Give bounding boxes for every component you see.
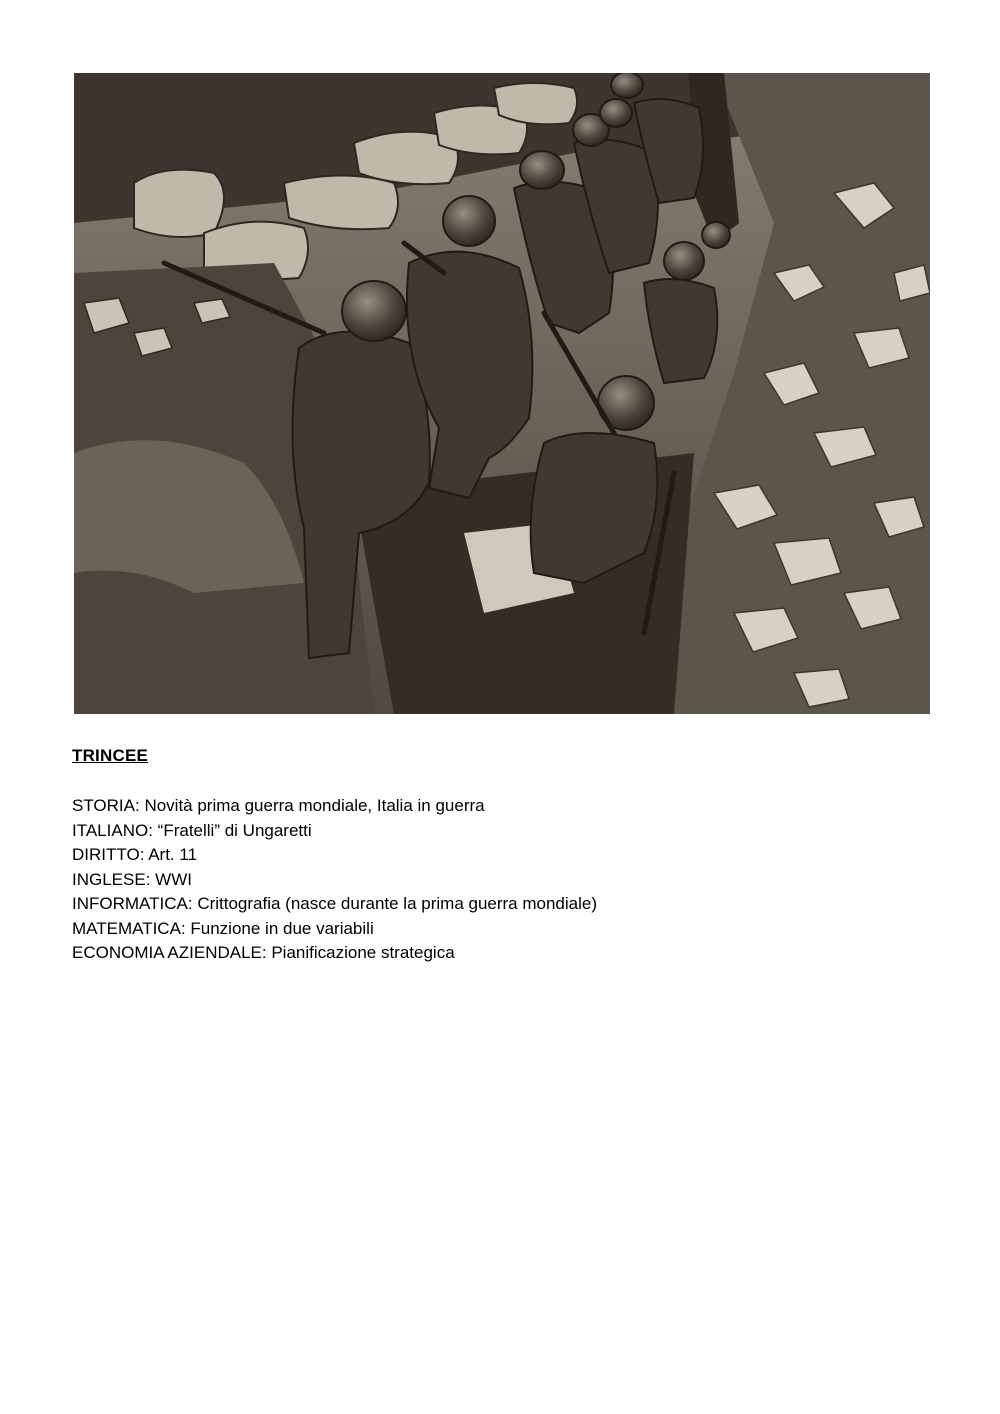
subject-topic: “Fratelli” di Ungaretti — [157, 820, 312, 840]
subject-name: ECONOMIA AZIENDALE — [72, 943, 262, 962]
subject-name: INFORMATICA — [72, 894, 188, 913]
subject-line: ITALIANO: “Fratelli” di Ungaretti — [72, 820, 312, 840]
subject-line: STORIA: Novità prima guerra mondiale, Italia in guerra — [72, 796, 485, 815]
trench-soldiers-image — [74, 73, 930, 714]
section-title: TRINCEE — [72, 746, 149, 765]
subject-topic: Pianificazione strategica — [271, 943, 455, 962]
trench-photo — [74, 73, 930, 714]
subject-name: STORIA — [72, 796, 135, 815]
subject-line: DIRITTO: Art. 11 — [72, 845, 198, 864]
subject-topic: Funzione in due variabili — [190, 918, 374, 938]
subject-name: DIRITTO — [72, 845, 140, 864]
subject-topic: Art. 11 — [148, 845, 198, 864]
subject-topic: WWI — [155, 869, 192, 889]
subject-line: ECONOMIA AZIENDALE: Pianificazione strategica — [72, 943, 455, 962]
subject-topic: Novità prima guerra mondiale, Italia in guerra — [144, 796, 485, 815]
subject-name: INGLESE — [72, 869, 146, 889]
subject-list — [72, 794, 597, 966]
subject-name: ITALIANO — [72, 820, 149, 840]
subject-name: MATEMATICA — [72, 918, 181, 938]
subject-line: INGLESE: WWI — [72, 869, 192, 889]
subject-line: INFORMATICA: Crittografia (nasce durante la prima guerra mondiale) — [72, 894, 598, 913]
subject-line: MATEMATICA: Funzione in due variabili — [72, 918, 374, 938]
subject-topic: Crittografia (nasce durante la prima guerra mondiale) — [197, 894, 598, 913]
